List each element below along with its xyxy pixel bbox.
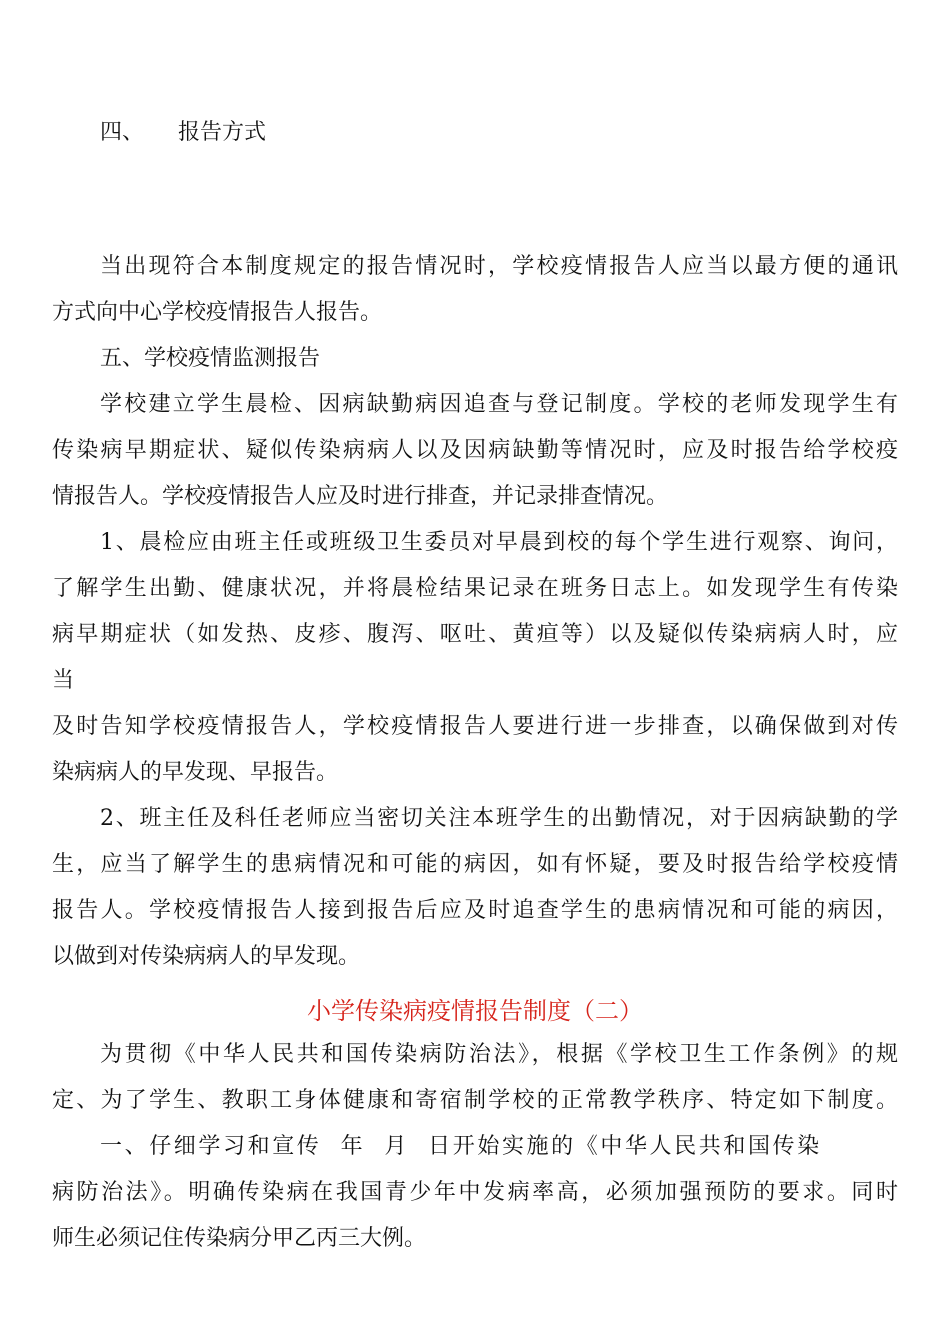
- section-four-title: 报告方式: [178, 120, 267, 145]
- section-four-heading: [100, 118, 400, 148]
- document-title: 小学传染病疫情报告制度（二）: [307, 997, 643, 1025]
- paragraph-line: 1、晨检应由班主任或班级卫生委员对早晨到校的每个学生进行观察、询问，: [100, 530, 898, 555]
- paragraph-line: 2、班主任及科任老师应当密切关注本班学生的出勤情况，对于因病缺勤的学: [100, 806, 898, 831]
- paragraph-line: 定、为了学生、教职工身体健康和寄宿制学校的正常教学秩序、特定如下制度。: [52, 1088, 898, 1113]
- paragraph-line: 染病病人的早发现、早报告。: [52, 760, 339, 785]
- paragraph-line: 病早期症状（如发热、皮疹、腹泻、呕吐、黄疸等）以及疑似传染病病人时，应: [52, 622, 898, 647]
- paragraph-line: 生，应当了解学生的患病情况和可能的病因，如有怀疑，要及时报告给学校疫情: [52, 852, 898, 877]
- paragraph-line: 了解学生出勤、健康状况，并将晨检结果记录在班务日志上。如发现学生有传染: [52, 576, 898, 601]
- paragraph-line: 报告人。学校疫情报告人接到报告后应及时追查学生的患病情况和可能的病因，: [52, 898, 898, 923]
- paragraph-line: 及时告知学校疫情报告人，学校疫情报告人要进行进一步排查，以确保做到对传: [52, 714, 898, 739]
- paragraph-line: 方式向中心学校疫情报告人报告。: [52, 300, 383, 325]
- paragraph-line: 为贯彻《中华人民共和国传染病防治法》，根据《学校卫生工作条例》的规: [100, 1042, 898, 1067]
- paragraph-line: 以做到对传染病病人的早发现。: [52, 944, 361, 969]
- section-five-heading: 五、学校疫情监测报告: [100, 346, 321, 371]
- paragraph-line: 传染病早期症状、疑似传染病病人以及因病缺勤等情况时，应及时报告给学校疫: [52, 438, 898, 463]
- paragraph-line: 当出现符合本制度规定的报告情况时，学校疫情报告人应当以最方便的通讯: [100, 254, 898, 279]
- paragraph-line: 病防治法》。明确传染病在我国青少年中发病率高，必须加强预防的要求。同时: [52, 1180, 898, 1205]
- paragraph-line: 师生必须记住传染病分甲乙丙三大例。: [52, 1226, 427, 1251]
- paragraph-line: 情报告人。学校疫情报告人应及时进行排查，并记录排查情况。: [52, 484, 669, 509]
- paragraph-line: 学校建立学生晨检、因病缺勤病因追查与登记制度。学校的老师发现学生有: [100, 392, 898, 417]
- paragraph-line: 一、仔细学习和宣传 年 月 日开始实施的《中华人民共和国传染: [100, 1134, 822, 1159]
- paragraph-line: 当: [52, 668, 75, 693]
- section-four-number: 四、: [100, 120, 145, 145]
